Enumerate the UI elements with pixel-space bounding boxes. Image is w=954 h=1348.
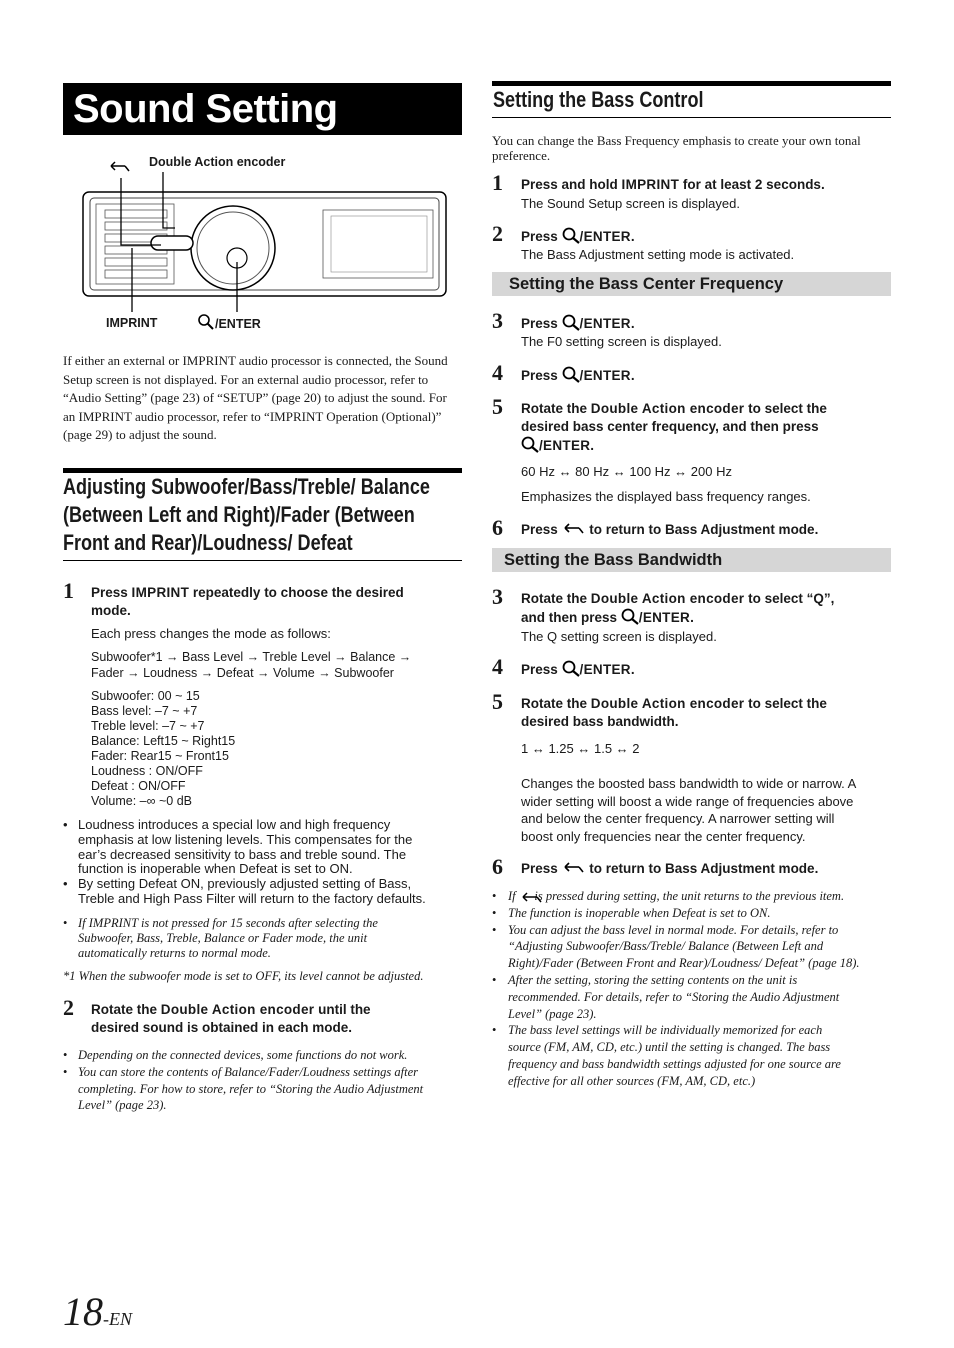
frequency-options: 60 Hz ↔ 80 Hz ↔ 100 Hz ↔ 200 Hz <box>521 464 732 479</box>
footnote: *1 When the subwoofer mode is set to OFF, its level cannot be adjusted. <box>63 969 424 983</box>
page-number: 18-EN <box>63 1289 132 1334</box>
bullet-list <box>63 818 463 907</box>
search-icon <box>562 314 580 331</box>
step-number: 2 <box>63 995 74 1020</box>
notes-list <box>63 1047 463 1114</box>
step-heading: Press /ENTER. <box>521 229 635 244</box>
search-icon <box>621 608 639 625</box>
italic-note: • If IMPRINT is not pressed for 15 seconds after selecting the Subwoofer, Bass, Treble, Balance or Fader mode, the unit automatically returns to normal mode. <box>63 916 378 960</box>
back-icon <box>562 521 586 537</box>
back-icon <box>562 860 586 876</box>
step-heading: Rotate the Double Action encoder to select the desired bass center frequency, and then press /ENTER. <box>521 401 827 453</box>
step-number: 3 <box>492 584 503 609</box>
diagram-label-encoder: Double Action encoder <box>149 155 286 169</box>
bandwidth-options: 1 ↔ 1.25 ↔ 1.5 ↔ 2 <box>521 741 640 756</box>
range-item: Bass level: –7 ~ +7 <box>91 704 198 718</box>
subsection-heading: Setting the Bass Bandwidth <box>492 548 891 572</box>
step-text: The F0 setting screen is displayed. <box>521 334 722 349</box>
device-diagram <box>63 150 462 340</box>
range-item: Treble level: –7 ~ +7 <box>91 719 205 733</box>
step-number: 1 <box>63 578 74 603</box>
list-item: • After the setting, storing the setting contents on the unit is recommended. For details, refer to “Storing the Audio Adjustment Level” (page 23). <box>492 972 840 1021</box>
step-heading: Press to return to Bass Adjustment mode. <box>521 522 819 537</box>
section-heading-line: Adjusting Subwoofer/Bass/Treble/ Balance <box>63 474 430 499</box>
step-number: 3 <box>492 308 503 333</box>
list-item: • You can adjust the bass level in normal mode. For details, refer to “Adjusting Subwoofer/Bass/Treble/ Balance (Between Left and Right)/Fader (Between Front and Rear)/Loudness/ Defeat” (page 18). <box>492 922 860 971</box>
step-heading: Press /ENTER. <box>521 368 635 383</box>
search-icon <box>521 436 539 453</box>
section-heading <box>63 473 543 557</box>
step-heading: Press /ENTER. <box>521 662 635 677</box>
diagram-label-imprint: IMPRINT <box>106 316 158 330</box>
step-number: 1 <box>492 170 503 195</box>
step-heading: Press and hold IMPRINT for at least 2 seconds. <box>521 177 825 192</box>
page-title: Sound Setting <box>63 83 462 135</box>
step-heading: Press IMPRINT repeatedly to choose the desired mode. <box>91 585 404 618</box>
range-list <box>91 689 235 809</box>
range-item: Defeat : ON/OFF <box>91 779 186 793</box>
step-number: 5 <box>492 689 503 714</box>
range-item: Balance: Left15 ~ Right15 <box>91 734 236 748</box>
list-item: • The bass level settings will be individually memorized for each source (FM, AM, CD, etc.) until the setting is changed. The bass frequency and bass bandwidth settings adjusted for one source are effective for all other sources (FM, AM, CD, etc.) <box>492 1023 841 1088</box>
step-heading: Press to return to Bass Adjustment mode. <box>521 861 819 876</box>
step-number: 4 <box>492 360 503 385</box>
back-icon <box>111 162 129 171</box>
mode-sequence-line: Subwoofer*1 → Bass Level → Treble Level → Balance → <box>91 650 412 664</box>
step-text: The Sound Setup screen is displayed. <box>521 196 740 211</box>
step-text: The Bass Adjustment setting mode is activated. <box>521 247 795 262</box>
section-heading-line: (Between Left and Right)/Fader (Between <box>63 502 415 527</box>
step-number: 5 <box>492 394 503 419</box>
bandwidth-description: Changes the boosted bass bandwidth to wide or narrow. A wider setting will boost a wide range of frequencies above and below the center frequency. A narrower setting will boost only frequencies near the center frequency. <box>521 776 857 844</box>
step-text: Each press changes the mode as follows: <box>91 626 331 641</box>
search-icon <box>562 227 580 244</box>
list-item: • The function is inoperable when Defeat is set to ON. <box>492 905 771 920</box>
step-number: 6 <box>492 515 503 540</box>
step-heading: Rotate the Double Action encoder until the desired sound is obtained in each mode. <box>91 1002 371 1035</box>
step-heading: Press /ENTER. <box>521 316 635 331</box>
range-item: Volume: –∞ ~0 dB <box>91 794 192 808</box>
mode-sequence-line: Fader → Loudness → Defeat → Volume → Subwoofer <box>91 666 394 680</box>
section-rule-thin <box>492 117 891 118</box>
search-icon <box>562 660 580 677</box>
right-intro: You can change the Bass Frequency emphasis to create your own tonal preference. <box>492 133 861 163</box>
step-text: The Q setting screen is displayed. <box>521 629 717 644</box>
step-number: 4 <box>492 654 503 679</box>
step-heading: Rotate the Double Action encoder to select “Q”, and then press /ENTER. <box>521 591 835 625</box>
intro-paragraph: If either an external or IMPRINT audio processor is connected, the Sound Setup screen is not displayed. For an external audio processor, refer to “Audio Setting” (page 23) of “SETUP” (page 20) to adjust the sound. For an IMPRINT audio processor, refer to “IMPRINT Operation (Optional)” (page 29) to adjust the sound. <box>63 353 448 442</box>
list-item: • By setting Defeat ON, previously adjusted setting of Bass, Treble and High Pass Filter will return to the factory defaults. <box>63 876 426 906</box>
search-icon <box>562 366 580 383</box>
diagram-label-enter: /ENTER <box>215 317 261 331</box>
list-item: • If is pressed during setting, the unit returns to the previous item. <box>492 889 845 903</box>
step-text: Emphasizes the displayed bass frequency ranges. <box>521 489 811 504</box>
section-heading-line: Front and Rear)/Loudness/ Defeat <box>63 530 353 555</box>
range-item: Fader: Rear15 ~ Front15 <box>91 749 229 763</box>
section-rule-thin <box>63 560 462 561</box>
step-number: 2 <box>492 221 503 246</box>
notes-list <box>492 888 897 1090</box>
search-icon <box>199 315 213 329</box>
head-unit-illustration <box>63 150 462 340</box>
range-item: Subwoofer: 00 ~ 15 <box>91 689 200 703</box>
list-item: • Depending on the connected devices, some functions do not work. <box>63 1048 408 1062</box>
back-icon <box>520 889 544 905</box>
subsection-heading: Setting the Bass Center Frequency <box>492 272 891 296</box>
range-item: Loudness : ON/OFF <box>91 764 203 778</box>
step-number: 6 <box>492 854 503 879</box>
list-item: • Loudness introduces a special low and high frequency emphasis at low listening levels. This compensates for the ear’s decreased sensitivity to bass and treble sound. The function is inoperable when Defeat is set to ON. <box>63 817 413 877</box>
section-heading: Setting the Bass Control <box>493 87 704 112</box>
list-item: • You can store the contents of Balance/Fader/Loudness settings after completing. For how to store, refer to “Storing the Audio Adjustment Level” (page 23). <box>63 1064 424 1113</box>
step-heading: Rotate the Double Action encoder to select the desired bass bandwidth. <box>521 696 827 729</box>
